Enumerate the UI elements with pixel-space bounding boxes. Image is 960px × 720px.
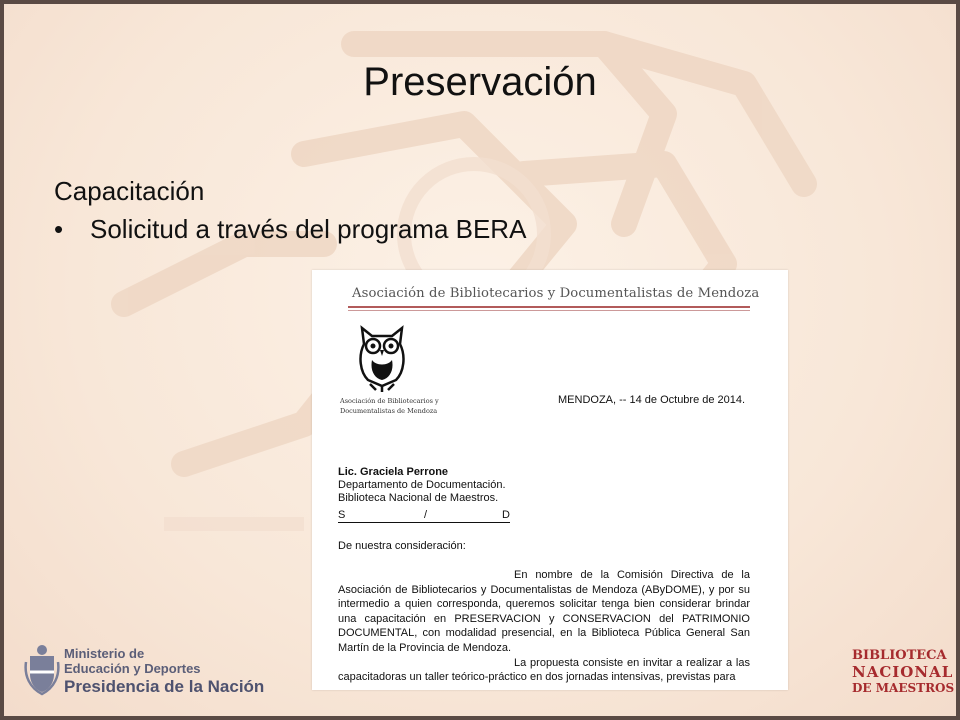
slide-title: Preservación	[363, 60, 597, 104]
letter-header: Asociación de Bibliotecarios y Documentalistas de Mendoza	[352, 286, 760, 301]
slide	[4, 4, 956, 716]
ministry-line3: Presidencia de la Nación	[64, 677, 265, 696]
ministry-logo	[20, 638, 290, 698]
ministry-line1: Ministerio de	[64, 646, 145, 661]
recipient-dept: Departamento de Documentación.	[338, 479, 506, 491]
letter-body	[338, 568, 750, 685]
letter-greeting: De nuestra consideración:	[338, 540, 466, 552]
biblio-line1: BIBLIOTECA	[852, 648, 947, 663]
slide-subtitle: Capacitación	[54, 176, 205, 206]
ministry-line2: Educación y Deportes	[64, 661, 201, 676]
biblio-line3: DE MAESTROS	[852, 681, 955, 695]
sd-line	[338, 509, 510, 523]
recipient-name: Lic. Graciela Perrone	[338, 466, 449, 478]
letter-paragraph-2: La propuesta consiste en invitar a realizar a las capacitadoras un taller teórico-práctico en dos jornadas intensivas, previstas para	[338, 656, 750, 684]
bullet-item	[54, 214, 526, 245]
header-rule	[348, 306, 750, 308]
bullet-text: Solicitud a través del programa BERA	[90, 214, 527, 244]
biblio-line2: NACIONAL	[852, 663, 954, 681]
letter-image	[312, 270, 788, 690]
sd-s: S	[338, 509, 346, 521]
logo-caption: Asociación de Bibliotecarios y Documentalistas de Mendoza	[340, 397, 439, 415]
header-rule-thin	[348, 310, 750, 311]
recipient-org: Biblioteca Nacional de Maestros.	[338, 492, 499, 504]
letter-date: MENDOZA, -- 14 de Octubre de 2014.	[558, 394, 746, 406]
letter-paragraph-1: En nombre de la Comisión Directiva de la Asociación de Bibliotecarios y Documentalistas de Mendoza (AByDOME), y por su intermedio a quien corresponda, queremos solicitar tenga bien considerar brindar una capacitación en PRESERVACION y CONSERVACION del PATRIMONIO DOCUMENTAL, con modalidad presencial, en la Biblioteca Pública General San Martín de la Provincia de Mendoza.	[338, 569, 750, 654]
biblioteca-logo	[852, 648, 955, 700]
bullet-dot: •	[54, 214, 64, 244]
coat-of-arms-icon	[24, 642, 60, 696]
sd-d: D	[502, 509, 510, 521]
recipient-block	[338, 466, 506, 505]
owl-logo-icon	[356, 322, 408, 392]
sd-slash: /	[424, 509, 428, 521]
